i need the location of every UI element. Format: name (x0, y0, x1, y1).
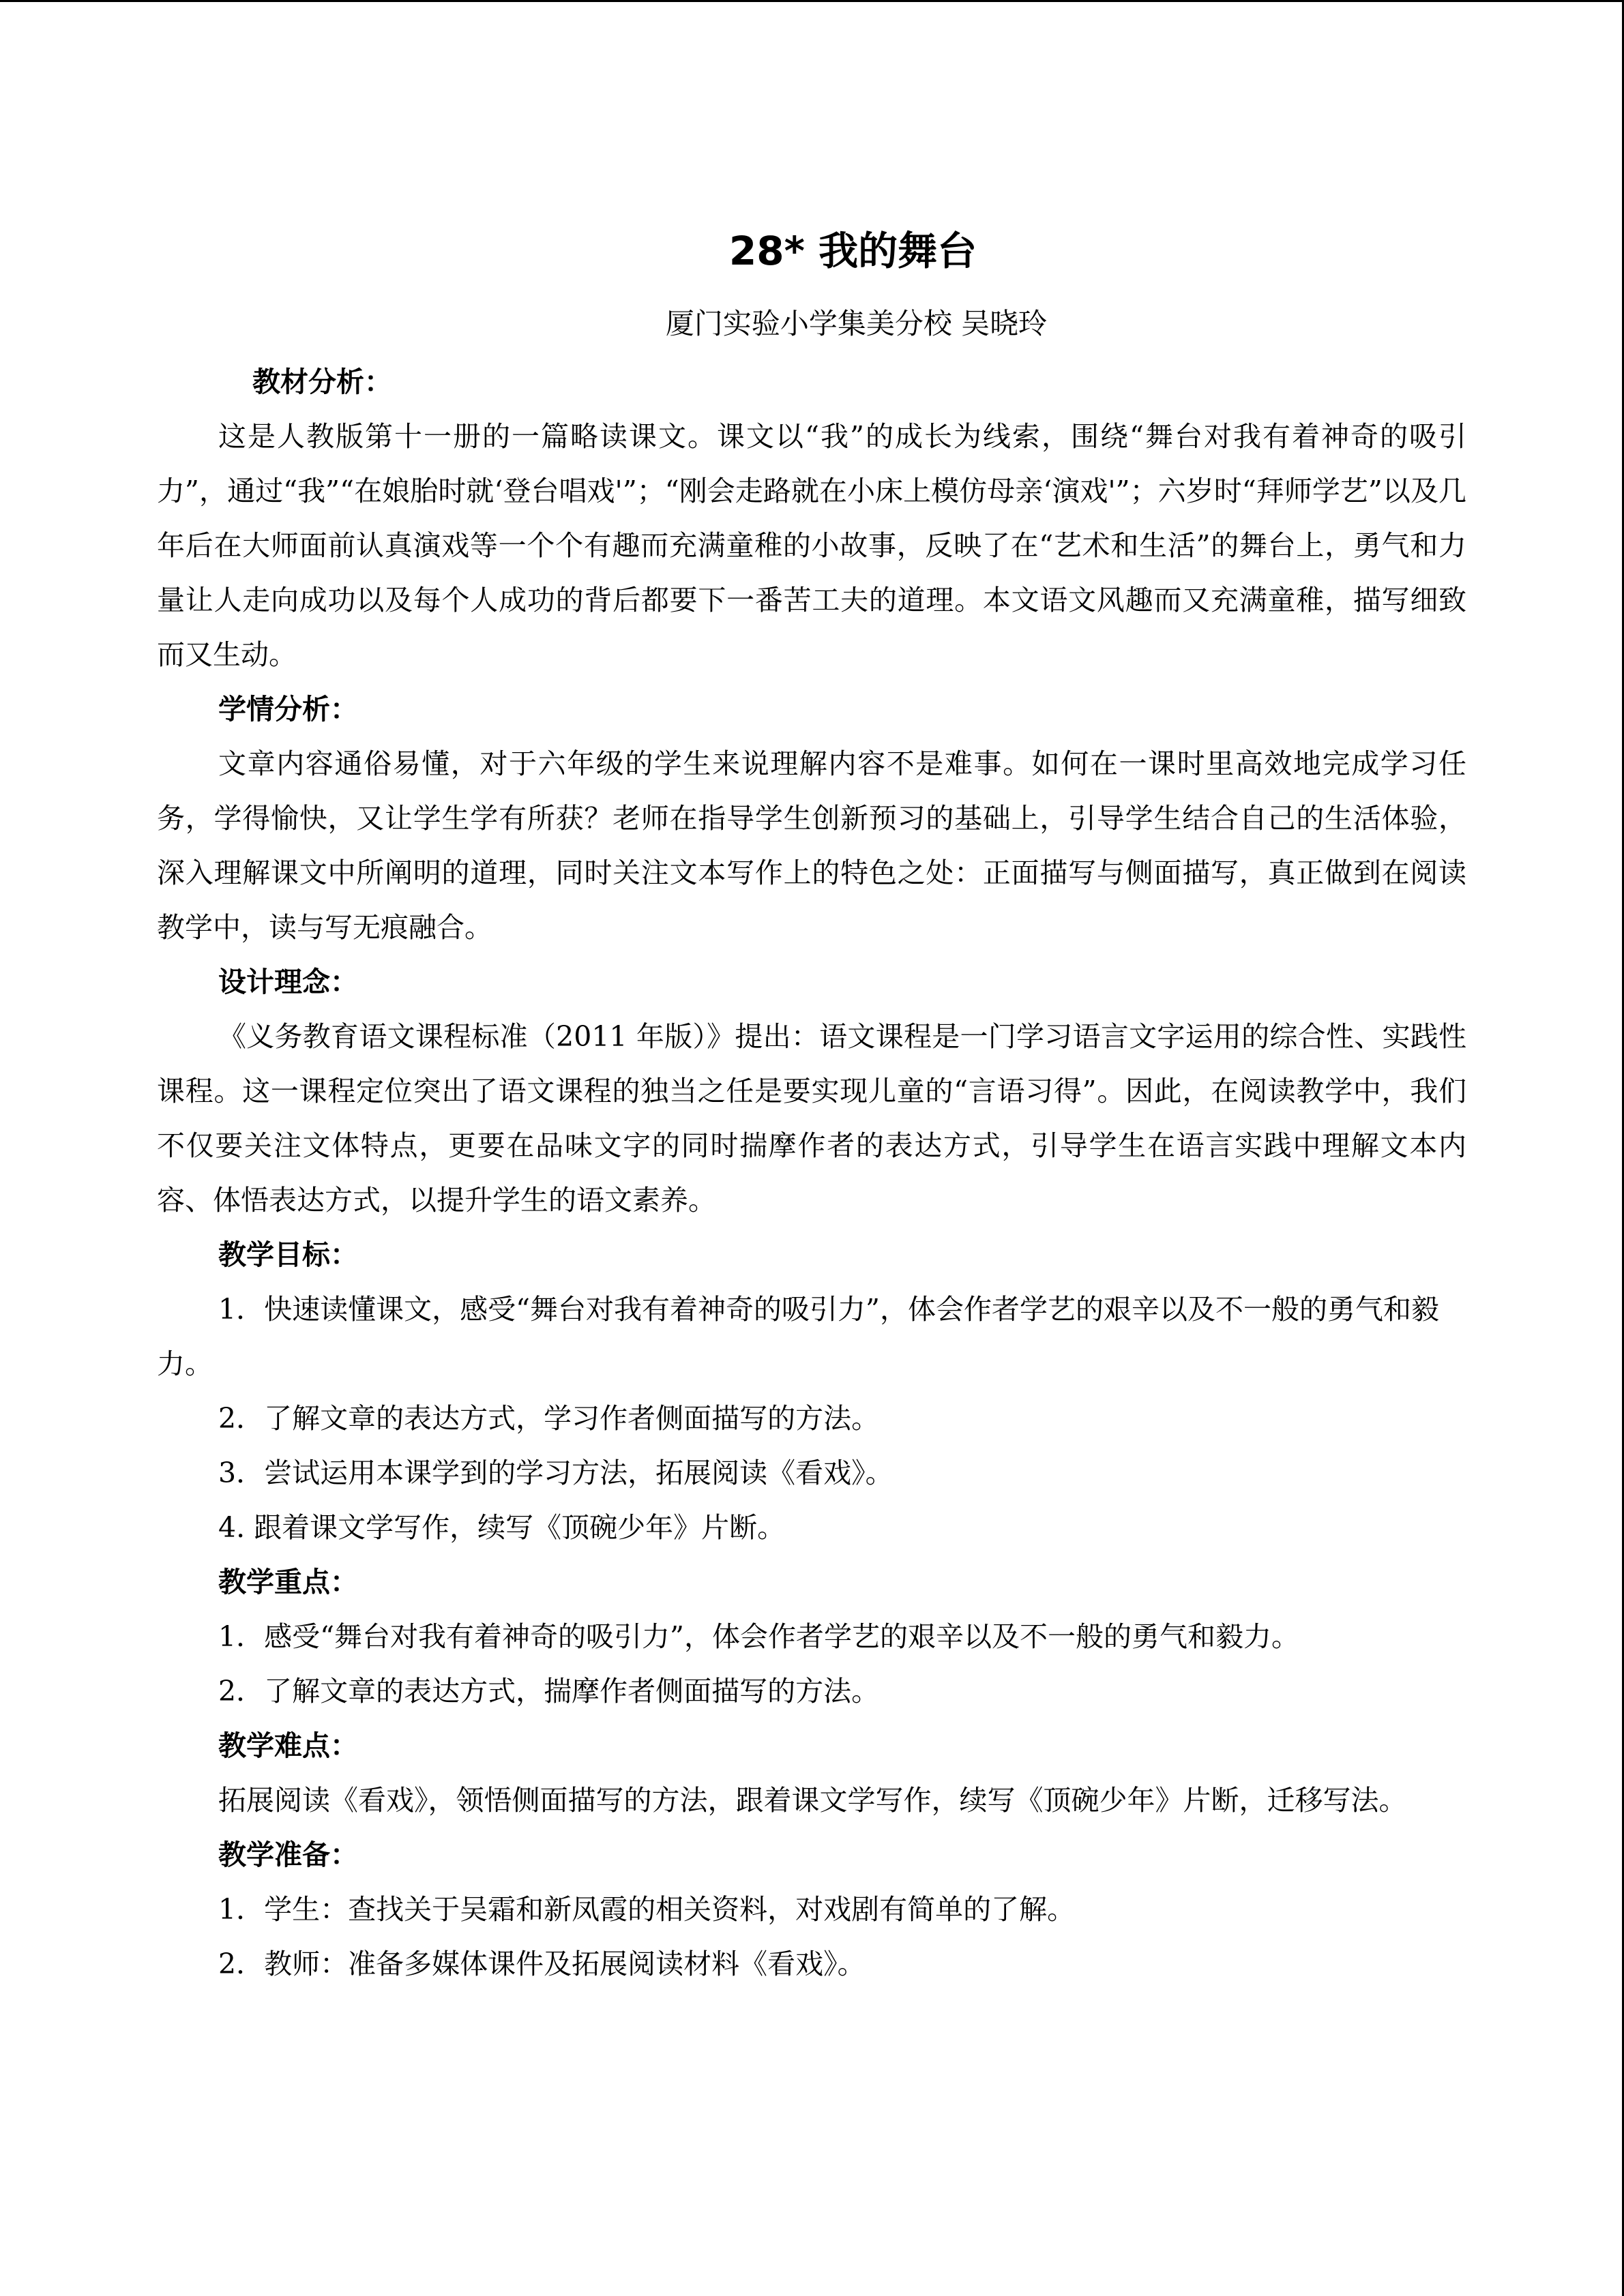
heading-design-concept: 设计理念： (218, 966, 358, 998)
lesson-title: 28* 我的舞台 (728, 228, 977, 274)
preparation-item-2: 2．教师：准备多媒体课件及拓展阅读材料《看戏》。 (218, 1948, 866, 1980)
preparation-item-1: 1．学生：查找关于吴霜和新凤霞的相关资料，对戏剧有简单的了解。 (218, 1893, 1076, 1926)
page-border-top (0, 0, 1624, 2)
heading-learner-analysis: 学情分析： (218, 693, 358, 726)
heading-teaching-goals: 教学目标： (218, 1238, 358, 1271)
goal-item-4: 4. 跟着课文学写作，续写《顶碗少年》片断。 (218, 1511, 786, 1544)
goal-item-2: 2．了解文章的表达方式，学习作者侧面描写的方法。 (218, 1402, 880, 1435)
heading-material-analysis: 教材分析： (252, 366, 392, 398)
heading-difficulty: 教学难点： (218, 1729, 358, 1762)
author-line: 厦门实验小学集美分校 吴晓玲 (665, 307, 1048, 340)
goal-item-3: 3．尝试运用本课学到的学习方法，拓展阅读《看戏》。 (218, 1457, 894, 1489)
heading-key-points: 教学重点： (218, 1566, 358, 1598)
goal-item-1: 1．快速读懂课文，感受“舞台对我有着神奇的吸引力”，体会作者学艺的艰辛以及不一般的勇气和毅力。 (157, 1293, 1440, 1380)
lesson-content (157, 355, 1466, 1991)
key-point-item-2: 2．了解文章的表达方式，揣摩作者侧面描写的方法。 (218, 1675, 880, 1708)
design-concept-text: 《义务教育语文课程标准（2011 年版）》提出：语文课程是一门学习语言文字运用的综合性、实践性课程。这一课程定位突出了语文课程的独当之任是要实现儿童的“言语习得”。因此，在阅读教学中，我们不仅要关注文体特点，更要在品味文字的同时揣摩作者的表达方式，引导学生在语言实践中理解文本内容、体悟表达方式，以提升学生的语文素养。 (157, 1020, 1466, 1217)
heading-preparation: 教学准备： (218, 1838, 358, 1871)
learner-analysis-text: 文章内容通俗易懂，对于六年级的学生来说理解内容不是难事。如何在一课时里高效地完成学习任务，学得愉快，又让学生学有所获？老师在指导学生创新预习的基础上，引导学生结合自己的生活体验，深入理解课文中所阐明的道理，同时关注文本写作上的特色之处：正面描写与侧面描写，真正做到在阅读教学中，读与写无痕融合。 (157, 747, 1466, 944)
difficulty-text: 拓展阅读《看戏》，领悟侧面描写的方法，跟着课文学写作，续写《顶碗少年》片断，迁移写法。 (218, 1784, 1407, 1817)
material-analysis-text: 这是人教版第十一册的一篇略读课文。课文以“我”的成长为线索，围绕“舞台对我有着神奇的吸引力”，通过“我”“在娘胎时就‘登台唱戏'”；“刚会走路就在小床上模仿母亲‘演戏'”；六岁时“拜师学艺”以及几年后在大师面前认真演戏等一个个有趣而充满童稚的小故事，反映了在“艺术和生活”的舞台上，勇气和力量让人走向成功以及每个人成功的背后都要下一番苦工夫的道理。本文语文风趣而又充满童稚，描写细致而又生动。 (157, 420, 1466, 671)
key-point-item-1: 1．感受“舞台对我有着神奇的吸引力”，体会作者学艺的艰辛以及不一般的勇气和毅力。 (218, 1620, 1300, 1653)
